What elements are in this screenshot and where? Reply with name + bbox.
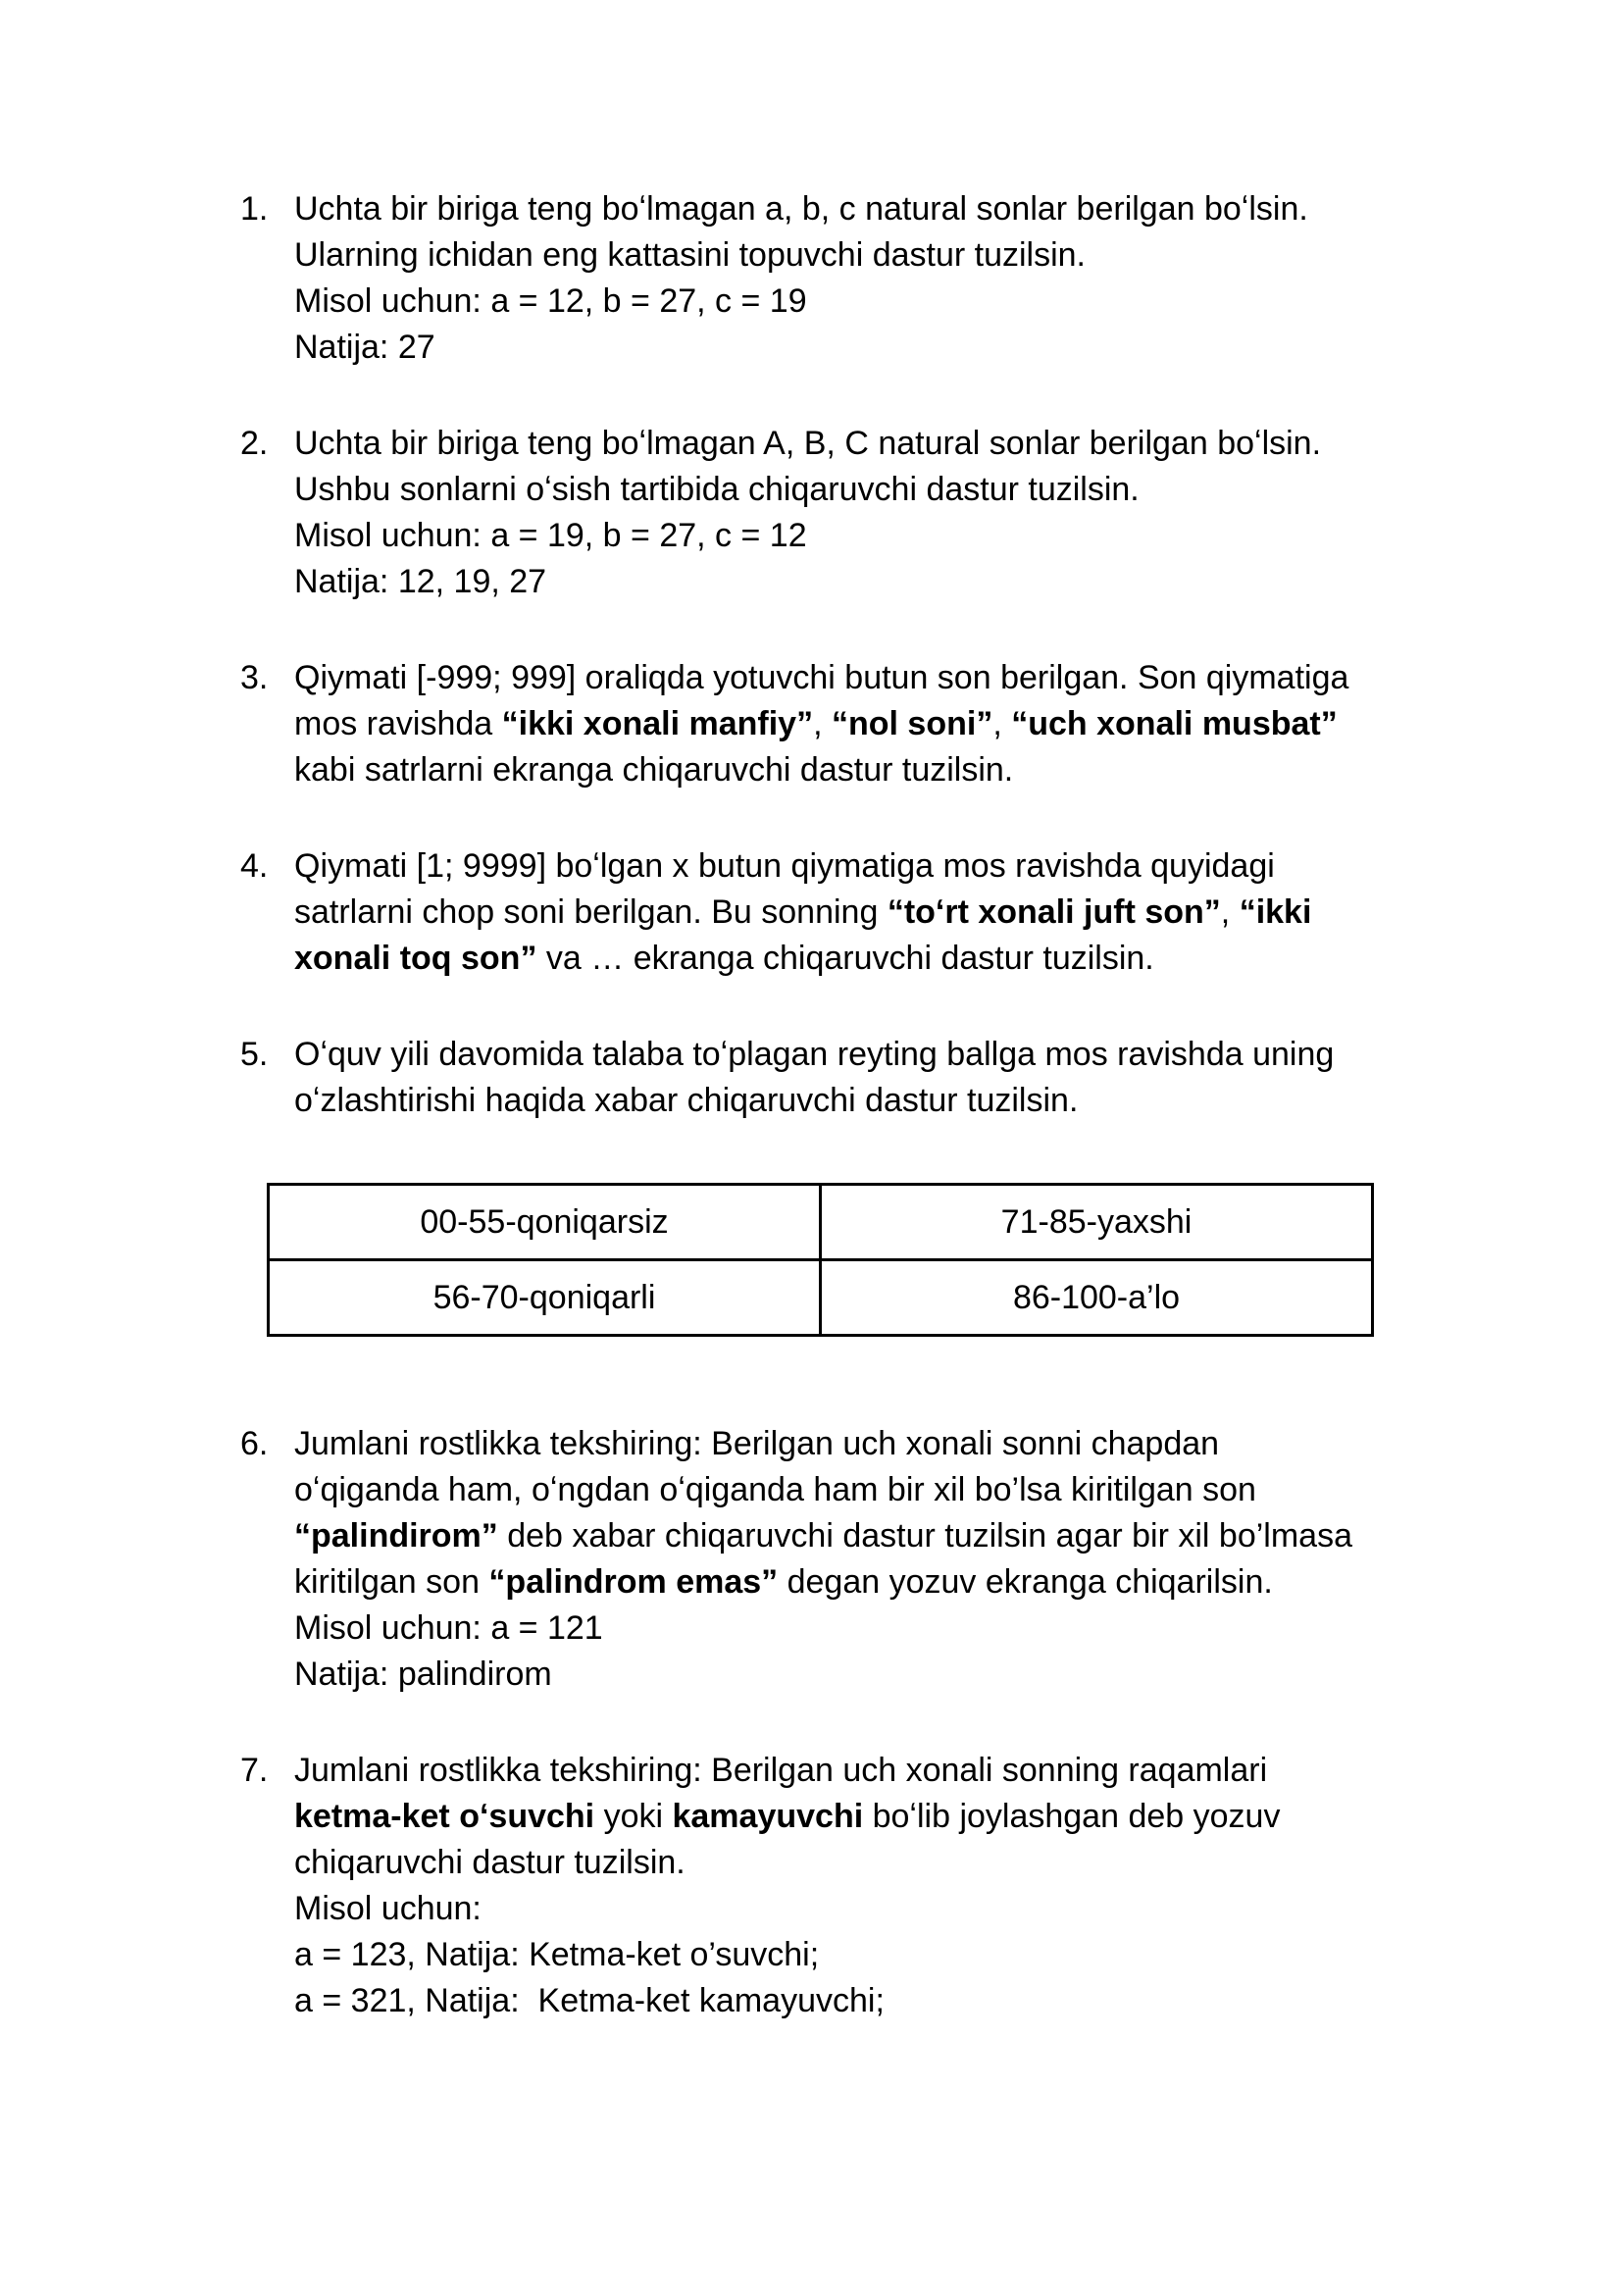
list-item-text	[294, 843, 1446, 982]
list-item-number: 3.	[240, 659, 269, 696]
text-segment: Qiymati [-999; 999] oraliqda yotuvchi butun son berilgan. Son qiymatiga	[294, 659, 1349, 696]
list-item-text	[294, 655, 1446, 793]
bold-text-segment: “toʻrt xonali juft son”	[887, 893, 1221, 931]
table-cell: 86-100-a’lo	[821, 1260, 1373, 1336]
bold-text-segment: xonali toq son”	[294, 940, 537, 977]
text-line	[294, 747, 1446, 793]
text-segment: Misol uchun: a = 19, b = 27, c = 12	[294, 517, 807, 554]
bold-text-segment: “palindrom emas”	[488, 1563, 779, 1601]
text-segment: chiqaruvchi dastur tuzilsin.	[294, 1844, 685, 1881]
text-segment: Misol uchun: a = 121	[294, 1609, 603, 1647]
bold-text-segment: “ikki	[1239, 893, 1312, 931]
text-line	[294, 513, 1446, 559]
text-line	[294, 279, 1446, 325]
text-segment: satrlarni chop soni berilgan. Bu sonning	[294, 893, 888, 931]
text-segment: Ularning ichidan eng kattasini topuvchi dastur tuzilsin.	[294, 236, 1087, 274]
text-line	[294, 325, 1446, 371]
text-segment: kabi satrlarni ekranga chiqaruvchi dastur tuzilsin.	[294, 751, 1014, 789]
text-segment: Jumlani rostlikka tekshiring: Berilgan uch xonali sonning raqamlari	[294, 1752, 1268, 1789]
document-content	[240, 186, 1446, 2074]
list-item-number: 2.	[240, 425, 269, 462]
text-segment: Misol uchun: a = 12, b = 27, c = 19	[294, 282, 807, 320]
list-item-text	[294, 1421, 1446, 1698]
list-item	[240, 655, 1446, 793]
text-segment: boʻlib joylashgan deb yozuv	[863, 1798, 1281, 1835]
text-segment: Natija: 27	[294, 329, 435, 366]
bold-text-segment: “palindirom”	[294, 1517, 498, 1555]
text-segment: Uchta bir biriga teng boʻlmagan a, b, c natural sonlar berilgan boʻlsin.	[294, 190, 1308, 228]
text-segment: deb xabar chiqaruvchi dastur tuzilsin agar bir xil bo’lmasa	[497, 1517, 1352, 1555]
list-item-number: 5.	[240, 1036, 269, 1073]
text-line	[294, 701, 1446, 747]
text-segment: Oʻquv yili davomida talaba toʻplagan reyting ballga mos ravishda uning	[294, 1036, 1335, 1073]
text-segment: a = 321, Natija: Ketma-ket kamayuvchi;	[294, 1982, 885, 2019]
grading-table	[267, 1183, 1374, 1337]
text-segment: oʻqiganda ham, oʻngdan oʻqiganda ham bir xil bo’lsa kiritilgan son	[294, 1471, 1256, 1508]
text-segment: Natija: palindirom	[294, 1656, 552, 1693]
text-segment: Uchta bir biriga teng boʻlmagan A, B, C natural sonlar berilgan boʻlsin.	[294, 425, 1322, 462]
table-cell: 56-70-qoniqarli	[269, 1260, 821, 1336]
list-item-text	[294, 421, 1446, 605]
text-line	[294, 1978, 1446, 2024]
text-line	[294, 1467, 1446, 1513]
list-item-text	[294, 186, 1446, 371]
text-line	[294, 936, 1446, 982]
text-line	[294, 1794, 1446, 1840]
list-item	[240, 186, 1446, 371]
table-cell: 00-55-qoniqarsiz	[269, 1185, 821, 1260]
text-segment: Jumlani rostlikka tekshiring: Berilgan uch xonali sonni chapdan	[294, 1425, 1220, 1462]
text-line	[294, 1932, 1446, 1978]
text-line	[294, 1606, 1446, 1652]
text-line	[294, 1559, 1446, 1606]
bold-text-segment: “uch xonali musbat”	[1011, 705, 1338, 742]
list-item-number: 1.	[240, 190, 269, 228]
text-line	[294, 421, 1446, 467]
text-segment: mos ravishda	[294, 705, 502, 742]
list-item	[240, 1748, 1446, 2024]
list-item-number: 4.	[240, 847, 269, 885]
text-line	[294, 655, 1446, 701]
text-line	[294, 1748, 1446, 1794]
list-item	[240, 843, 1446, 982]
text-line	[294, 843, 1446, 890]
text-line	[294, 186, 1446, 232]
text-line	[294, 1421, 1446, 1467]
bold-text-segment: ketma-ket oʻsuvchi	[294, 1798, 595, 1835]
text-line	[294, 1652, 1446, 1698]
bold-text-segment: kamayuvchi	[672, 1798, 864, 1835]
text-segment: Ushbu sonlarni oʻsish tartibida chiqaruvchi dastur tuzilsin.	[294, 471, 1140, 508]
text-line	[294, 890, 1446, 936]
table-row	[269, 1185, 1373, 1260]
table-row	[269, 1260, 1373, 1336]
list-item-number: 7.	[240, 1752, 269, 1789]
text-line	[294, 1840, 1446, 1886]
text-line	[294, 1078, 1446, 1124]
text-line	[294, 1513, 1446, 1559]
text-segment: kiritilgan son	[294, 1563, 489, 1601]
text-segment: degan yozuv ekranga chiqarilsin.	[778, 1563, 1273, 1601]
text-segment: va … ekranga chiqaruvchi dastur tuzilsin.	[536, 940, 1154, 977]
text-segment: a = 123, Natija: Ketma-ket o’suvchi;	[294, 1936, 820, 1973]
text-segment: Natija: 12, 19, 27	[294, 563, 547, 600]
bold-text-segment: “nol soni”	[832, 705, 993, 742]
list-item-number: 6.	[240, 1425, 269, 1462]
text-segment: yoki	[594, 1798, 673, 1835]
list-item	[240, 1421, 1446, 1698]
text-segment: ,	[813, 705, 832, 742]
text-line	[294, 467, 1446, 513]
list-item-text	[294, 1032, 1446, 1124]
text-segment: Misol uchun:	[294, 1890, 482, 1927]
text-segment: ,	[1220, 893, 1240, 931]
text-line	[294, 1032, 1446, 1078]
table-cell: 71-85-yaxshi	[821, 1185, 1373, 1260]
list-item-text	[294, 1748, 1446, 2024]
list-item	[240, 1032, 1446, 1124]
text-segment: Qiymati [1; 9999] boʻlgan x butun qiymatiga mos ravishda quyidagi	[294, 847, 1275, 885]
text-segment: ,	[992, 705, 1012, 742]
text-line	[294, 232, 1446, 279]
list-item	[240, 421, 1446, 605]
bold-text-segment: “ikki xonali manfiy”	[501, 705, 814, 742]
text-segment: oʻzlashtirishi haqida xabar chiqaruvchi dastur tuzilsin.	[294, 1082, 1079, 1119]
text-line	[294, 1886, 1446, 1932]
text-line	[294, 559, 1446, 605]
